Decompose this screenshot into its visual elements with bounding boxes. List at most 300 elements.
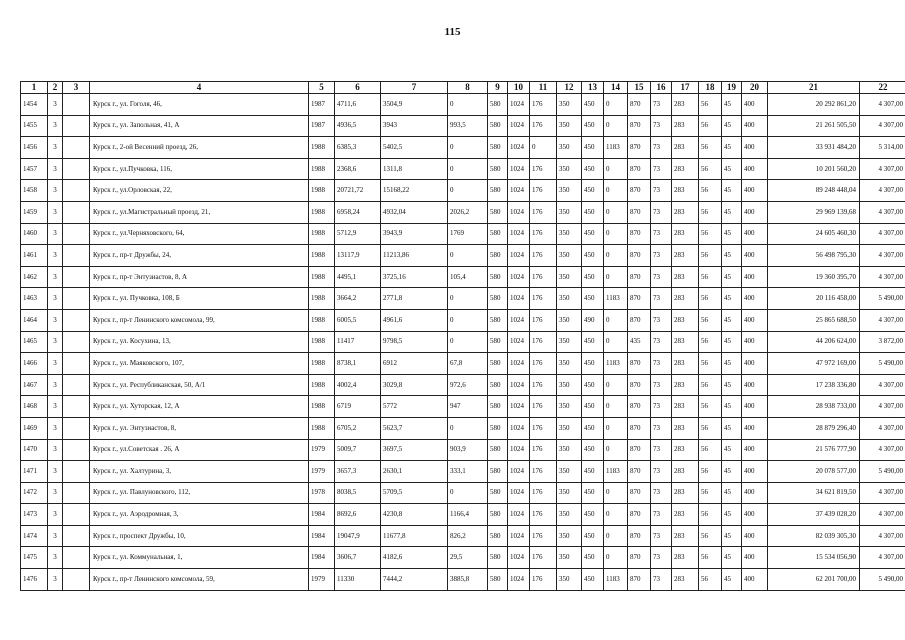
cell-col-11: 176: [530, 180, 557, 202]
cell-col-15: 870: [628, 569, 651, 591]
cell-col-3: [63, 201, 90, 223]
cell-col-18: 56: [699, 201, 722, 223]
cell-col-15: 870: [628, 547, 651, 569]
cell-col-5: 1988: [309, 417, 335, 439]
cell-col-9: 580: [488, 461, 508, 483]
cell-col-9: 580: [488, 525, 508, 547]
cell-col-18: 56: [699, 158, 722, 180]
cell-col-4: Курск г., ул. Халтурина, 3,: [90, 461, 309, 483]
cell-col-18: 56: [699, 461, 722, 483]
cell-col-1: 1458: [21, 180, 48, 202]
cell-col-7: 4961,6: [381, 309, 448, 331]
cell-col-7: 3725,16: [381, 266, 448, 288]
cell-col-8: 0: [448, 158, 488, 180]
cell-col-2: 3: [48, 439, 63, 461]
cell-col-12: 350: [557, 245, 582, 267]
cell-col-11: 176: [530, 245, 557, 267]
cell-col-2: 3: [48, 288, 63, 310]
cell-col-21: 21 261 505,50: [768, 115, 860, 137]
cell-col-15: 870: [628, 439, 651, 461]
cell-col-1: 1475: [21, 547, 48, 569]
cell-col-12: 350: [557, 266, 582, 288]
cell-col-19: 45: [722, 115, 742, 137]
cell-col-9: 580: [488, 245, 508, 267]
cell-col-12: 350: [557, 569, 582, 591]
cell-col-1: 1463: [21, 288, 48, 310]
cell-col-5: 1978: [309, 482, 335, 504]
cell-col-1: 1459: [21, 201, 48, 223]
table-row: [21, 223, 905, 245]
cell-col-2: 3: [48, 201, 63, 223]
cell-col-13: 450: [582, 158, 604, 180]
cell-col-9: 580: [488, 482, 508, 504]
cell-col-16: 73: [651, 525, 672, 547]
cell-col-1: 1456: [21, 137, 48, 159]
column-header-21: 21: [768, 82, 860, 94]
cell-col-21: 37 439 028,20: [768, 504, 860, 526]
cell-col-19: 45: [722, 439, 742, 461]
cell-col-1: 1473: [21, 504, 48, 526]
table-row: [21, 569, 905, 591]
cell-col-20: 400: [742, 504, 768, 526]
cell-col-20: 400: [742, 201, 768, 223]
cell-col-13: 450: [582, 115, 604, 137]
cell-col-12: 350: [557, 547, 582, 569]
cell-col-6: 4711,6: [335, 94, 381, 116]
cell-col-16: 73: [651, 461, 672, 483]
cell-col-5: 1987: [309, 115, 335, 137]
cell-col-14: 1183: [604, 288, 628, 310]
cell-col-17: 283: [672, 374, 699, 396]
cell-col-4: Курск г., ул. Гоголя, 46,: [90, 94, 309, 116]
cell-col-22: 5 314,00: [860, 137, 905, 159]
cell-col-2: 3: [48, 461, 63, 483]
cell-col-18: 56: [699, 439, 722, 461]
cell-col-2: 3: [48, 417, 63, 439]
cell-col-5: 1988: [309, 288, 335, 310]
cell-col-8: 333,1: [448, 461, 488, 483]
cell-col-8: 1769: [448, 223, 488, 245]
cell-col-12: 350: [557, 331, 582, 353]
cell-col-8: 0: [448, 417, 488, 439]
cell-col-1: 1466: [21, 353, 48, 375]
cell-col-16: 73: [651, 266, 672, 288]
cell-col-21: 89 248 448,04: [768, 180, 860, 202]
cell-col-21: 17 238 336,80: [768, 374, 860, 396]
cell-col-3: [63, 569, 90, 591]
cell-col-11: 176: [530, 158, 557, 180]
cell-col-18: 56: [699, 482, 722, 504]
cell-col-3: [63, 180, 90, 202]
table-row: [21, 94, 905, 116]
cell-col-15: 870: [628, 417, 651, 439]
table-row: [21, 461, 905, 483]
cell-col-10: 1024: [508, 288, 530, 310]
cell-col-6: 8738,1: [335, 353, 381, 375]
cell-col-14: 0: [604, 115, 628, 137]
table-row: [21, 525, 905, 547]
column-header-17: 17: [672, 82, 699, 94]
cell-col-19: 45: [722, 245, 742, 267]
cell-col-8: 0: [448, 331, 488, 353]
cell-col-5: 1979: [309, 569, 335, 591]
cell-col-14: 0: [604, 180, 628, 202]
cell-col-20: 400: [742, 374, 768, 396]
column-header-11: 11: [530, 82, 557, 94]
cell-col-19: 45: [722, 201, 742, 223]
cell-col-8: 67,8: [448, 353, 488, 375]
cell-col-6: 11417: [335, 331, 381, 353]
cell-col-11: 176: [530, 115, 557, 137]
table-row: [21, 482, 905, 504]
cell-col-14: 0: [604, 245, 628, 267]
cell-col-8: 0: [448, 288, 488, 310]
cell-col-10: 1024: [508, 482, 530, 504]
cell-col-14: 0: [604, 482, 628, 504]
cell-col-16: 73: [651, 309, 672, 331]
cell-col-4: Курск г., ул. Косухина, 13,: [90, 331, 309, 353]
cell-col-9: 580: [488, 115, 508, 137]
cell-col-11: 176: [530, 396, 557, 418]
cell-col-13: 490: [582, 309, 604, 331]
cell-col-7: 5709,5: [381, 482, 448, 504]
cell-col-14: 0: [604, 396, 628, 418]
cell-col-14: 1183: [604, 353, 628, 375]
cell-col-21: 25 865 688,50: [768, 309, 860, 331]
cell-col-8: 0: [448, 180, 488, 202]
cell-col-1: 1476: [21, 569, 48, 591]
cell-col-17: 283: [672, 158, 699, 180]
cell-col-4: Курск г., ул. Аэродромная, 3,: [90, 504, 309, 526]
cell-col-7: 1311,8: [381, 158, 448, 180]
cell-col-20: 400: [742, 115, 768, 137]
cell-col-7: 5772: [381, 396, 448, 418]
cell-col-15: 870: [628, 245, 651, 267]
cell-col-15: 870: [628, 201, 651, 223]
column-header-10: 10: [508, 82, 530, 94]
cell-col-21: 20 078 577,00: [768, 461, 860, 483]
cell-col-10: 1024: [508, 309, 530, 331]
cell-col-5: 1988: [309, 309, 335, 331]
cell-col-8: 1166,4: [448, 504, 488, 526]
cell-col-7: 6912: [381, 353, 448, 375]
cell-col-6: 13117,9: [335, 245, 381, 267]
cell-col-20: 400: [742, 525, 768, 547]
cell-col-4: Курск г., ул.Черняховского, 64,: [90, 223, 309, 245]
cell-col-9: 580: [488, 374, 508, 396]
cell-col-6: 6958,24: [335, 201, 381, 223]
cell-col-4: Курск г., ул. Хуторская, 12, А: [90, 396, 309, 418]
column-header-2: 2: [48, 82, 63, 94]
table-row: [21, 245, 905, 267]
cell-col-4: Курск г., ул. Пучковка, 108, Б: [90, 288, 309, 310]
cell-col-12: 350: [557, 115, 582, 137]
cell-col-1: 1455: [21, 115, 48, 137]
cell-col-9: 580: [488, 180, 508, 202]
cell-col-17: 283: [672, 482, 699, 504]
cell-col-13: 450: [582, 201, 604, 223]
cell-col-18: 56: [699, 266, 722, 288]
cell-col-13: 450: [582, 547, 604, 569]
cell-col-12: 350: [557, 309, 582, 331]
cell-col-22: 5 490,00: [860, 461, 905, 483]
cell-col-18: 56: [699, 288, 722, 310]
cell-col-9: 580: [488, 94, 508, 116]
cell-col-10: 1024: [508, 396, 530, 418]
cell-col-4: Курск г., ул. Маяковского, 107,: [90, 353, 309, 375]
column-header-20: 20: [742, 82, 768, 94]
cell-col-12: 350: [557, 374, 582, 396]
cell-col-11: 176: [530, 417, 557, 439]
cell-col-15: 870: [628, 525, 651, 547]
cell-col-18: 56: [699, 115, 722, 137]
cell-col-14: 0: [604, 504, 628, 526]
cell-col-8: 105,4: [448, 266, 488, 288]
cell-col-22: 4 307,00: [860, 158, 905, 180]
cell-col-6: 2368,6: [335, 158, 381, 180]
cell-col-16: 73: [651, 288, 672, 310]
cell-col-11: 176: [530, 353, 557, 375]
cell-col-5: 1979: [309, 439, 335, 461]
page-number: 115: [444, 26, 461, 38]
cell-col-20: 400: [742, 547, 768, 569]
column-header-5: 5: [309, 82, 335, 94]
column-header-22: 22: [860, 82, 905, 94]
cell-col-17: 283: [672, 180, 699, 202]
cell-col-21: 28 879 296,40: [768, 417, 860, 439]
cell-col-4: Курск г., ул. Энтузиастов, 8,: [90, 417, 309, 439]
cell-col-13: 450: [582, 525, 604, 547]
cell-col-22: 4 307,00: [860, 482, 905, 504]
cell-col-20: 400: [742, 309, 768, 331]
cell-col-8: 903,9: [448, 439, 488, 461]
cell-col-22: 4 307,00: [860, 374, 905, 396]
table-row: [21, 115, 905, 137]
cell-col-1: 1460: [21, 223, 48, 245]
cell-col-2: 3: [48, 137, 63, 159]
cell-col-9: 580: [488, 396, 508, 418]
cell-col-15: 870: [628, 353, 651, 375]
cell-col-9: 580: [488, 158, 508, 180]
cell-col-17: 283: [672, 569, 699, 591]
cell-col-9: 580: [488, 417, 508, 439]
column-header-14: 14: [604, 82, 628, 94]
cell-col-1: 1465: [21, 331, 48, 353]
cell-col-13: 450: [582, 439, 604, 461]
cell-col-18: 56: [699, 417, 722, 439]
cell-col-3: [63, 223, 90, 245]
cell-col-10: 1024: [508, 461, 530, 483]
cell-col-18: 56: [699, 223, 722, 245]
column-header-9: 9: [488, 82, 508, 94]
cell-col-13: 450: [582, 482, 604, 504]
cell-col-16: 73: [651, 439, 672, 461]
cell-col-17: 283: [672, 525, 699, 547]
cell-col-16: 73: [651, 180, 672, 202]
cell-col-3: [63, 245, 90, 267]
cell-col-16: 73: [651, 201, 672, 223]
cell-col-7: 4932,04: [381, 201, 448, 223]
cell-col-4: Курск г., пр-т Ленинского комсомола, 99,: [90, 309, 309, 331]
cell-col-11: 176: [530, 223, 557, 245]
cell-col-16: 73: [651, 353, 672, 375]
cell-col-7: 5623,7: [381, 417, 448, 439]
cell-col-11: 176: [530, 504, 557, 526]
cell-col-17: 283: [672, 201, 699, 223]
cell-col-13: 450: [582, 417, 604, 439]
cell-col-10: 1024: [508, 115, 530, 137]
cell-col-15: 870: [628, 374, 651, 396]
cell-col-21: 28 938 733,00: [768, 396, 860, 418]
cell-col-12: 350: [557, 417, 582, 439]
cell-col-11: 176: [530, 547, 557, 569]
cell-col-16: 73: [651, 569, 672, 591]
cell-col-19: 45: [722, 417, 742, 439]
cell-col-17: 283: [672, 396, 699, 418]
cell-col-6: 8038,5: [335, 482, 381, 504]
cell-col-5: 1988: [309, 266, 335, 288]
cell-col-4: Курск г., пр-т Энтузиастов, 8, А: [90, 266, 309, 288]
cell-col-3: [63, 158, 90, 180]
cell-col-10: 1024: [508, 137, 530, 159]
cell-col-14: 1183: [604, 137, 628, 159]
cell-col-1: 1470: [21, 439, 48, 461]
cell-col-21: 56 498 795,30: [768, 245, 860, 267]
cell-col-2: 3: [48, 115, 63, 137]
cell-col-20: 400: [742, 245, 768, 267]
cell-col-19: 45: [722, 158, 742, 180]
cell-col-17: 283: [672, 115, 699, 137]
cell-col-11: 176: [530, 525, 557, 547]
cell-col-5: 1988: [309, 374, 335, 396]
cell-col-13: 450: [582, 245, 604, 267]
column-header-16: 16: [651, 82, 672, 94]
cell-col-16: 73: [651, 94, 672, 116]
cell-col-4: Курск г., 2-ой Весенний проезд, 26,: [90, 137, 309, 159]
cell-col-5: 1984: [309, 504, 335, 526]
cell-col-6: 6385,3: [335, 137, 381, 159]
cell-col-3: [63, 288, 90, 310]
cell-col-11: 0: [530, 137, 557, 159]
cell-col-2: 3: [48, 374, 63, 396]
cell-col-2: 3: [48, 504, 63, 526]
cell-col-15: 870: [628, 137, 651, 159]
cell-col-20: 400: [742, 331, 768, 353]
table-row: [21, 180, 905, 202]
table-row: [21, 266, 905, 288]
cell-col-8: 993,5: [448, 115, 488, 137]
cell-col-21: 10 201 560,20: [768, 158, 860, 180]
cell-col-22: 4 307,00: [860, 417, 905, 439]
cell-col-12: 350: [557, 288, 582, 310]
cell-col-10: 1024: [508, 266, 530, 288]
cell-col-10: 1024: [508, 569, 530, 591]
cell-col-22: 3 872,00: [860, 331, 905, 353]
cell-col-18: 56: [699, 180, 722, 202]
cell-col-12: 350: [557, 180, 582, 202]
cell-col-22: 4 307,00: [860, 547, 905, 569]
cell-col-22: 4 307,00: [860, 504, 905, 526]
cell-col-19: 45: [722, 569, 742, 591]
cell-col-17: 283: [672, 137, 699, 159]
cell-col-15: 870: [628, 180, 651, 202]
table-row: [21, 439, 905, 461]
column-header-15: 15: [628, 82, 651, 94]
cell-col-9: 580: [488, 353, 508, 375]
cell-col-11: 176: [530, 482, 557, 504]
table-body: [21, 94, 905, 591]
cell-col-15: 870: [628, 115, 651, 137]
cell-col-3: [63, 266, 90, 288]
cell-col-1: 1471: [21, 461, 48, 483]
cell-col-21: 44 206 624,00: [768, 331, 860, 353]
cell-col-20: 400: [742, 353, 768, 375]
cell-col-21: 20 116 458,00: [768, 288, 860, 310]
cell-col-11: 176: [530, 94, 557, 116]
cell-col-17: 283: [672, 309, 699, 331]
cell-col-5: 1988: [309, 137, 335, 159]
cell-col-7: 11213,86: [381, 245, 448, 267]
cell-col-20: 400: [742, 266, 768, 288]
cell-col-7: 4182,6: [381, 547, 448, 569]
cell-col-9: 580: [488, 569, 508, 591]
cell-col-9: 580: [488, 223, 508, 245]
cell-col-21: 24 605 460,30: [768, 223, 860, 245]
cell-col-7: 3504,9: [381, 94, 448, 116]
cell-col-5: 1979: [309, 461, 335, 483]
table-row: [21, 353, 905, 375]
cell-col-11: 176: [530, 331, 557, 353]
cell-col-10: 1024: [508, 374, 530, 396]
cell-col-15: 870: [628, 504, 651, 526]
cell-col-2: 3: [48, 482, 63, 504]
cell-col-17: 283: [672, 504, 699, 526]
cell-col-5: 1988: [309, 353, 335, 375]
cell-col-7: 3943: [381, 115, 448, 137]
cell-col-13: 450: [582, 180, 604, 202]
cell-col-8: 947: [448, 396, 488, 418]
cell-col-2: 3: [48, 94, 63, 116]
cell-col-14: 0: [604, 201, 628, 223]
header-row: [21, 82, 905, 94]
cell-col-18: 56: [699, 504, 722, 526]
cell-col-22: 4 307,00: [860, 525, 905, 547]
cell-col-12: 350: [557, 94, 582, 116]
column-header-18: 18: [699, 82, 722, 94]
cell-col-13: 450: [582, 396, 604, 418]
cell-col-14: 0: [604, 417, 628, 439]
cell-col-15: 870: [628, 158, 651, 180]
cell-col-10: 1024: [508, 180, 530, 202]
cell-col-16: 73: [651, 374, 672, 396]
column-header-6: 6: [335, 82, 381, 94]
cell-col-22: 5 490,00: [860, 569, 905, 591]
cell-col-19: 45: [722, 396, 742, 418]
cell-col-22: 5 490,00: [860, 288, 905, 310]
cell-col-18: 56: [699, 396, 722, 418]
table-row: [21, 137, 905, 159]
table-row: [21, 504, 905, 526]
column-header-12: 12: [557, 82, 582, 94]
cell-col-13: 450: [582, 504, 604, 526]
cell-col-16: 73: [651, 547, 672, 569]
cell-col-12: 350: [557, 396, 582, 418]
cell-col-18: 56: [699, 309, 722, 331]
cell-col-9: 580: [488, 504, 508, 526]
cell-col-12: 350: [557, 137, 582, 159]
cell-col-14: 0: [604, 223, 628, 245]
cell-col-6: 6719: [335, 396, 381, 418]
